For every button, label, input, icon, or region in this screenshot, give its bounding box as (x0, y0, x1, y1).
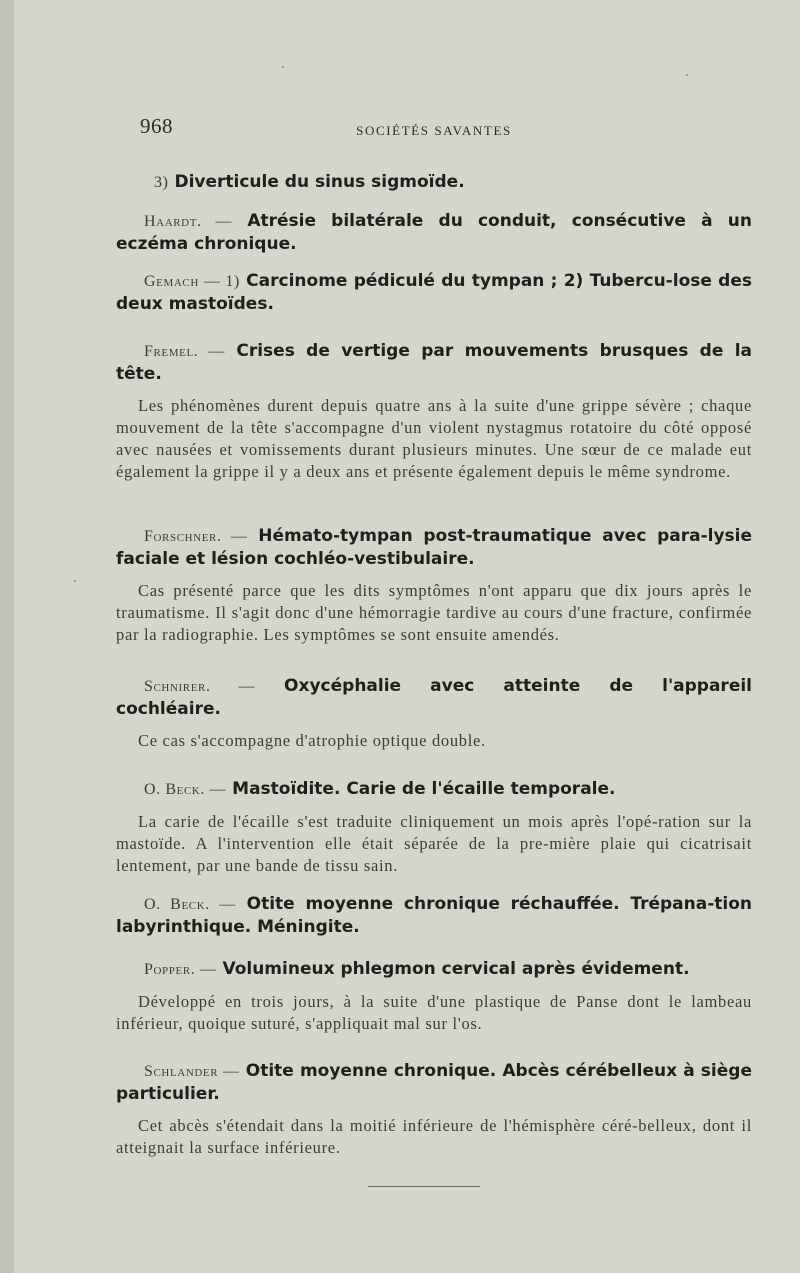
entry (116, 525, 752, 646)
entry (116, 210, 752, 255)
entry-author: 3) (154, 174, 169, 191)
entry (116, 340, 752, 483)
entry-title: Mastoïdite. Carie de l'écaille temporale. (232, 779, 616, 799)
entry-heading (116, 893, 752, 938)
entry-author: Haardt. — (144, 213, 233, 230)
entry-title: Volumineux phlegmon cervical après évidement. (222, 959, 690, 979)
entry-body: Ce cas s'accompagne d'atrophie optique double. (138, 731, 486, 750)
entry-author: Fremel. — (144, 343, 226, 360)
entry-heading (116, 675, 752, 720)
speck (282, 66, 284, 68)
entry-heading (116, 525, 752, 570)
entry-author: Popper. — (144, 961, 217, 978)
entry-title: Atrésie bilatérale du conduit, consécutive à un eczéma chronique. (116, 211, 753, 254)
entry (116, 893, 752, 938)
entry-author: O. Beck. — (144, 896, 236, 913)
page-header (116, 114, 752, 144)
entry (116, 171, 752, 194)
entry-heading (116, 210, 752, 255)
entry-author: Forschner. — (144, 528, 248, 545)
speck (686, 74, 688, 76)
entry-title: Crises de vertige par mouvements brusques de la tête. (116, 341, 753, 384)
entry-title: Carcinome pédiculé du tympan ; 2) Tubercu-lose des deux mastoïdes. (116, 271, 752, 314)
entry-body: Cas présenté parce que les dits symptômes n'ont apparu que dix jours après le traumatisme. Il s'agit donc d'une hémorragie tardive au cours d'une fracture, confirmée par la radiographie. Les symptômes se sont ensuite amendés. (116, 581, 752, 644)
speck (74, 580, 76, 582)
running-head: SOCIÉTÉS SAVANTES (356, 123, 512, 138)
entry-author: Gemach — 1) (144, 273, 240, 290)
page-edge (0, 0, 14, 1273)
entry-body: La carie de l'écaille s'est traduite cliniquement un mois après l'opé-ration sur la mastoïde. A l'intervention elle était séparée de la pre-mière plaie qui cicatrisait lentement, par une bande de tissu sain. (116, 812, 752, 875)
entry (116, 675, 752, 752)
entry (116, 778, 752, 877)
entry-heading (116, 778, 752, 801)
entry-title: Otite moyenne chronique réchauffée. Trépana-tion labyrinthique. Méningite. (116, 894, 752, 937)
entry-body: Cet abcès s'étendait dans la moitié inférieure de l'hémisphère céré-belleux, dont il atteignait la surface inférieure. (116, 1116, 752, 1157)
entry-title: Otite moyenne chronique. Abcès cérébelleux à siège particulier. (116, 1061, 752, 1104)
entry (116, 270, 752, 315)
entry-title: Hémato-tympan post-traumatique avec para-lysie faciale et lésion cochléo-vestibulaire. (116, 526, 753, 569)
entry-title: Diverticule du sinus sigmoïde. (174, 172, 465, 192)
closing-rule (368, 1186, 480, 1187)
entry-body: Développé en trois jours, à la suite d'une plastique de Panse dont le lambeau inférieur, quoique suturé, s'appliquait mal sur l'os. (116, 992, 752, 1033)
entry-body: Les phénomènes durent depuis quatre ans à la suite d'une grippe sévère ; chaque mouvement de la tête s'accompagne d'un violent nystagmus rotatoire du côté opposé avec nausées et vomissements durant plusieurs minutes. Une sœur de ce malade eut également la grippe il y a deux ans et présente également depuis le même syndrome. (116, 396, 752, 481)
entry-heading (116, 340, 752, 385)
page-number: 968 (140, 114, 173, 138)
entry-title: Oxycéphalie avec atteinte de l'appareil cochléaire. (116, 676, 753, 719)
entry (116, 958, 752, 1035)
entry-heading (116, 171, 752, 194)
entry-heading (116, 958, 752, 981)
entry-author: O. Beck. — (144, 781, 227, 798)
entry-author: Schlander — (144, 1063, 240, 1080)
entry-heading (116, 270, 752, 315)
entry (116, 1060, 752, 1159)
entry-heading (116, 1060, 752, 1105)
entry-author: Schnirer. — (144, 678, 255, 695)
